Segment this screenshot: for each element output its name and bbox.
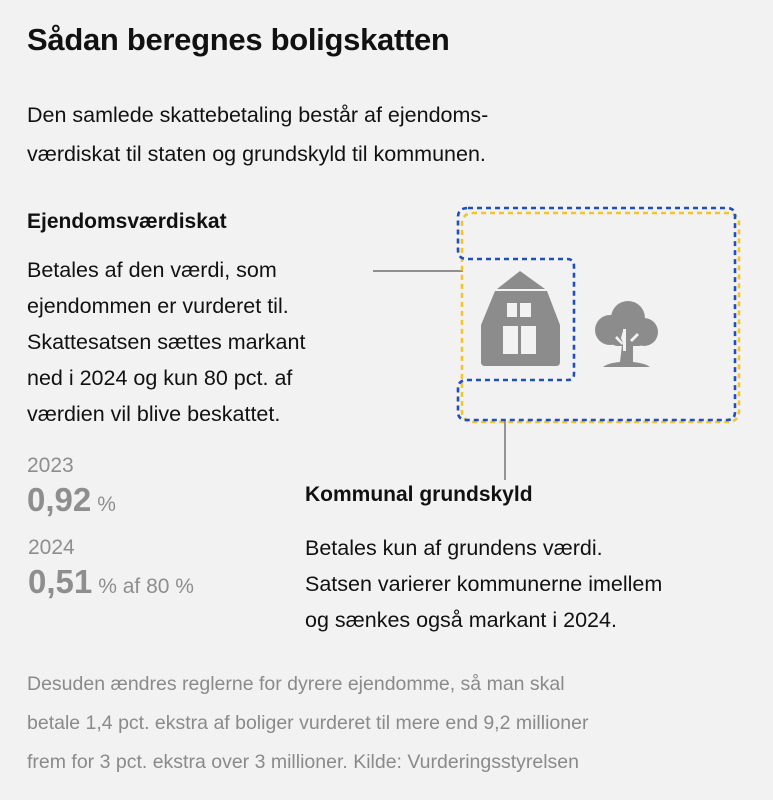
intro-line: Den samlede skattebetaling består af ejendoms-	[27, 103, 489, 127]
footnote-line: Desuden ændres reglerne for dyrere ejendomme, så man skal	[27, 673, 565, 695]
property-value-tax-heading: Ejendomsværdiskat	[27, 210, 227, 233]
description-line: og sænkes også markant i 2024.	[305, 608, 617, 632]
house-icon	[481, 271, 560, 366]
tree-icon	[595, 301, 658, 367]
description-line: værdien vil blive beskattet.	[27, 402, 281, 426]
stat-value: 0,51	[28, 563, 93, 600]
description-line: Satsen varierer kommunerne imellem	[305, 572, 663, 596]
description-line: ejendommen er vurderet til.	[27, 294, 289, 318]
description-line: Betales kun af grundens værdi.	[305, 536, 603, 560]
footnote	[27, 665, 588, 782]
stat-year-2024: 2024	[28, 536, 75, 559]
intro-line: værdiskat til staten og grundskyld til kommunen.	[27, 142, 486, 166]
description-line: ned i 2024 og kun 80 pct. af	[27, 366, 293, 390]
footnote-line: frem for 3 pct. ekstra over 3 millioner. Kilde: Vurderingsstyrelsen	[27, 751, 579, 773]
land-tax-heading: Kommunal grundskyld	[305, 483, 533, 506]
stat-year-2023: 2023	[27, 454, 74, 477]
stat-value: 0,92	[27, 481, 92, 518]
footnote-line: betale 1,4 pct. ekstra af boliger vurderet til mere end 9,2 millioner	[27, 712, 589, 734]
stat-unit: % af 80 %	[98, 575, 194, 598]
stat-unit: %	[97, 493, 116, 516]
page-title: Sådan beregnes boligskatten	[27, 22, 450, 57]
description-line: Skattesatsen sættes markant	[27, 330, 306, 354]
description-line: Betales af den værdi, som	[27, 258, 277, 282]
